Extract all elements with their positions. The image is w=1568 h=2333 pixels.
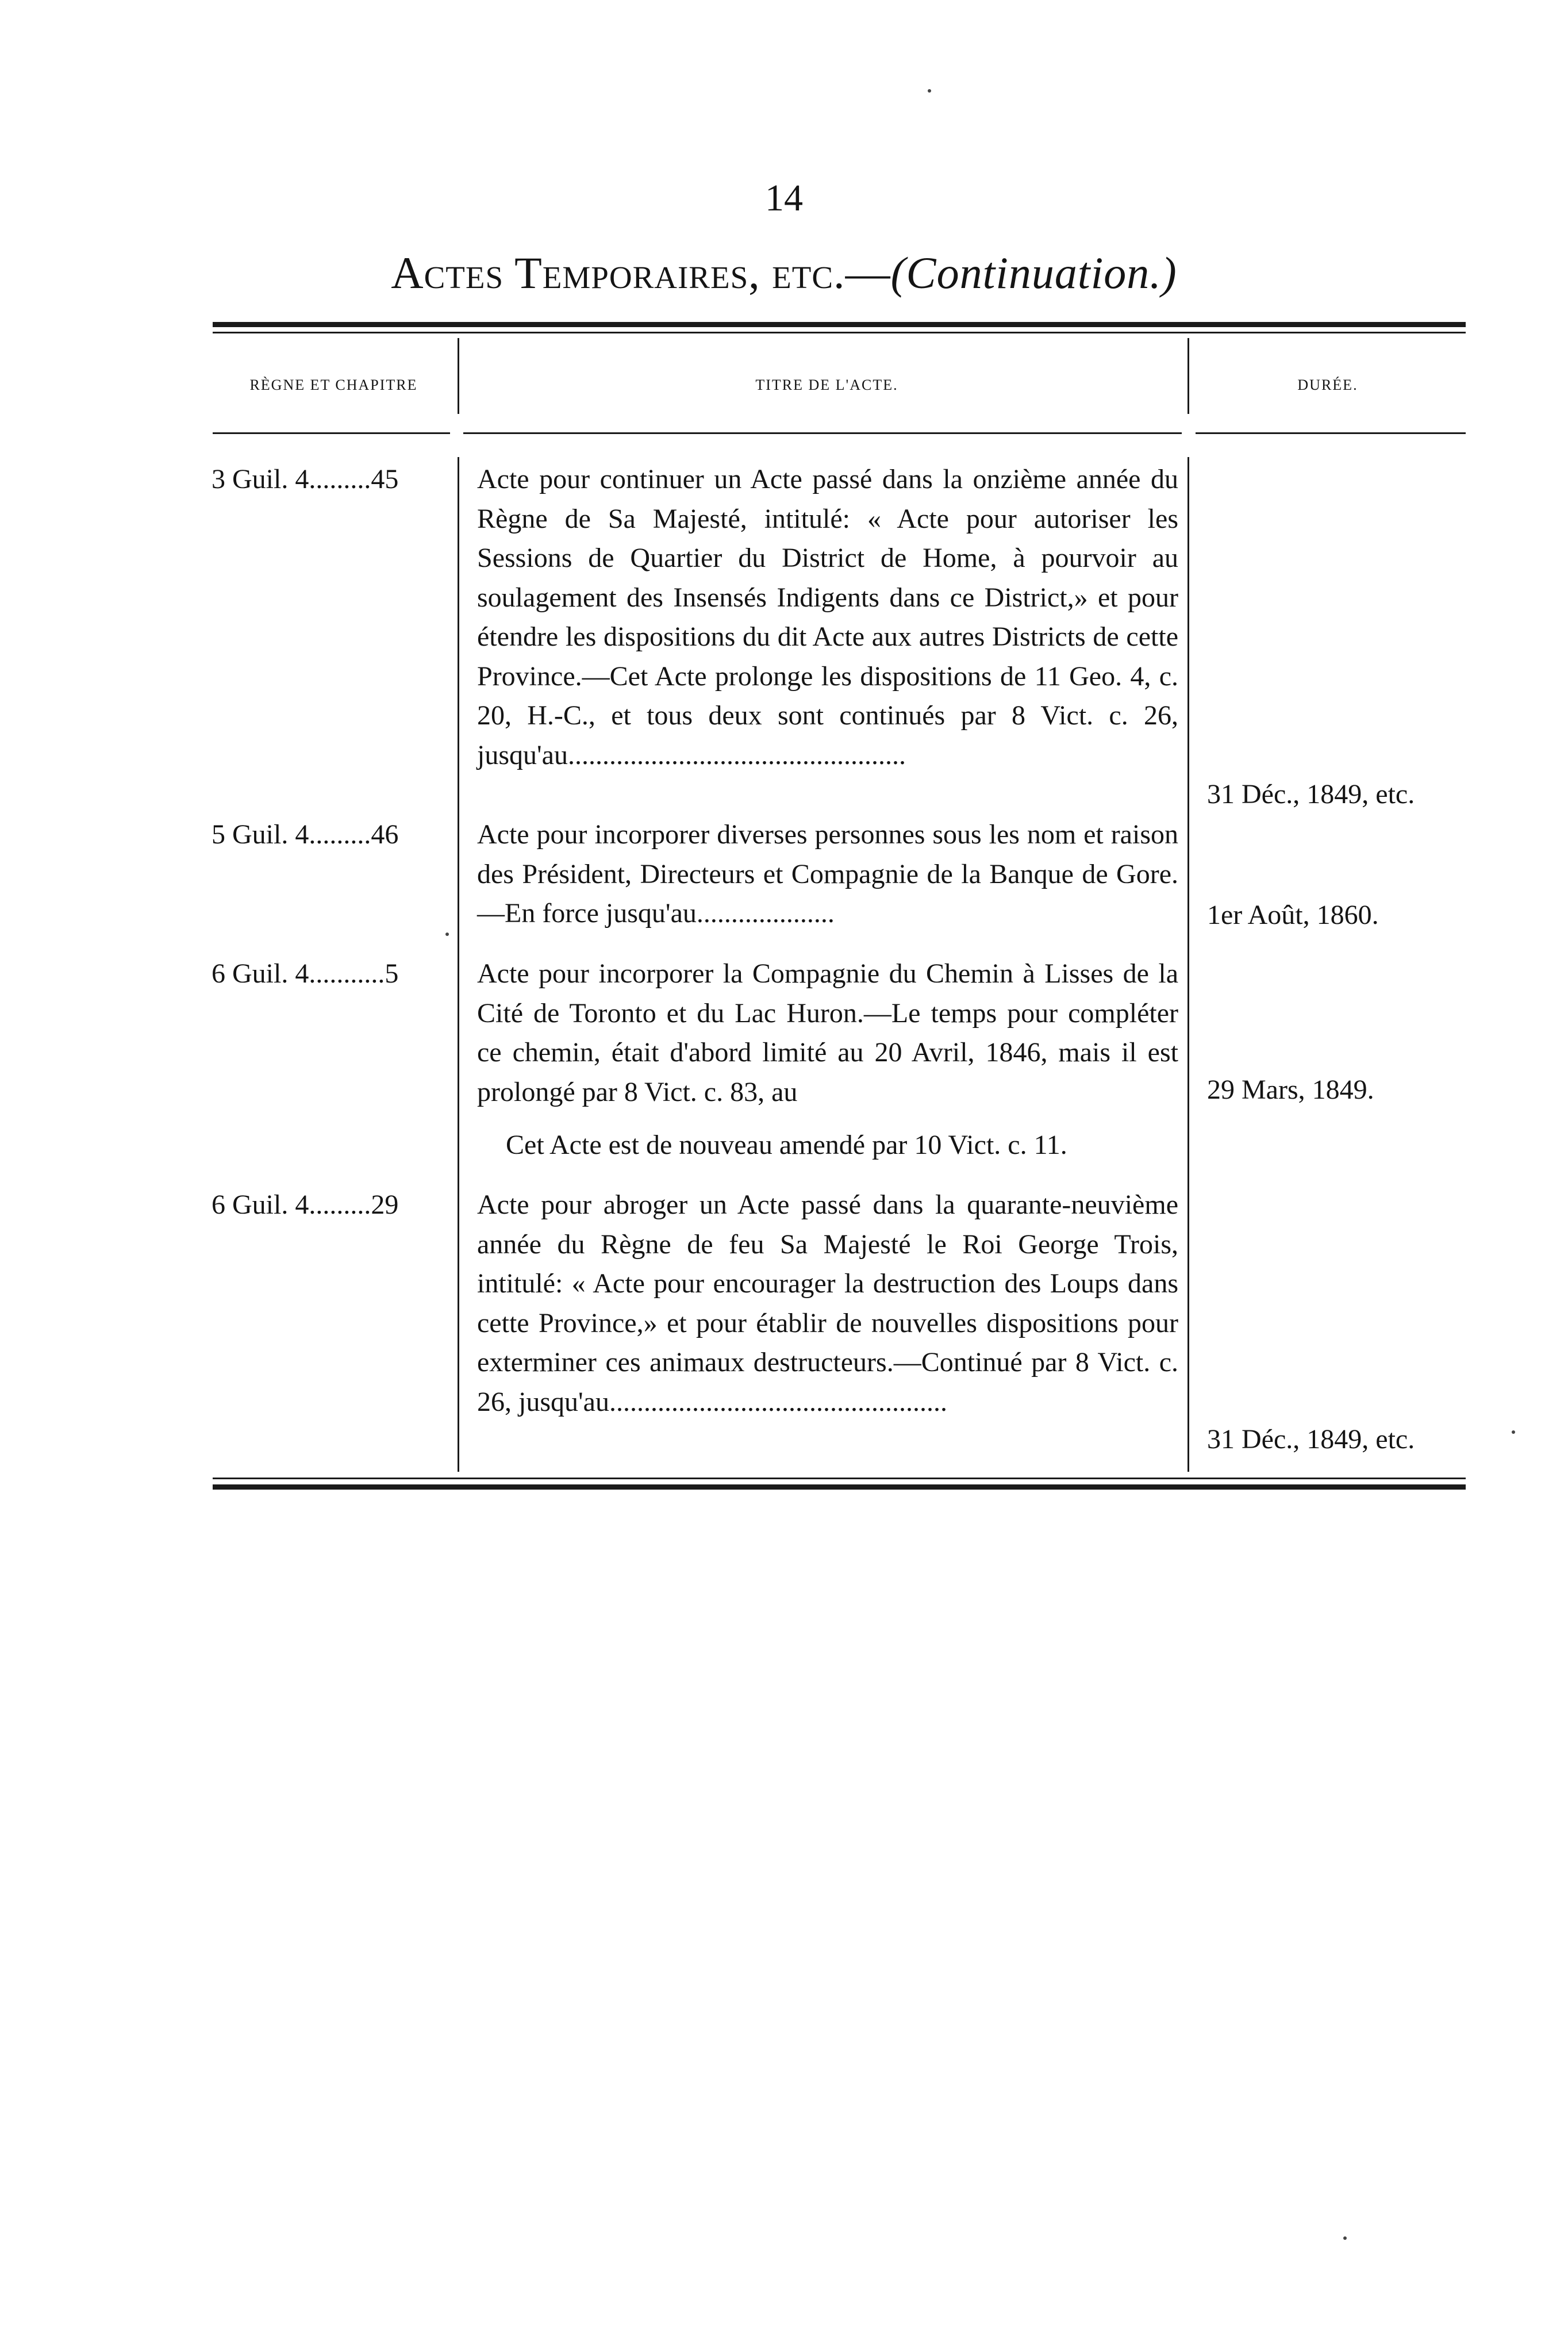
top-thin-rule <box>213 332 1466 333</box>
column-header-titre: TITRE DE L'ACTE. <box>755 377 898 393</box>
top-heavy-rule <box>213 322 1466 327</box>
header-divider-right <box>1187 338 1189 414</box>
row-2-titre: Acte pour incorporer diverses personnes sous les nom et raison des Président, Directeurs et Compagnie de la Banque de Gore.—En force jusqu'au.................... <box>477 819 1178 928</box>
row-2-duree: 1er Août, 1860. <box>1207 900 1379 930</box>
row-4-titre: Acte pour abroger un Acte passé dans la quarante-neuvième année du Règne de feu Sa Majesté le Roi George Trois, intitulé: « Acte pour encourager la destruction des Loups dans cette Province,» et pour établir de nouvelles dispositions pour exterminer ces animaux destructeurs.—Continué par 8 Vict. c. 26, jusqu'au................................................. <box>477 1189 1178 1417</box>
column-header-regne: RÈGNE ET CHAPITRE <box>249 377 418 393</box>
row-3-titre: Acte pour incorporer la Compagnie du Chemin à Lisses de la Cité de Toronto et du Lac Huron.—Le temps pour compléter ce chemin, était d'abord limité au 20 Avril, 1846, mais il est prolongé par 8 Vict. c. 83, au <box>477 958 1178 1107</box>
bottom-thin-rule <box>213 1478 1466 1479</box>
paper-speck <box>928 89 931 93</box>
row-2-regne: 5 Guil. 4.........46 <box>212 819 399 850</box>
header-divider-left <box>458 338 459 414</box>
paper-speck <box>1512 1430 1515 1434</box>
row-3-regne: 6 Guil. 4...........5 <box>212 958 399 989</box>
row-4-duree: 31 Déc., 1849, etc. <box>1207 1424 1415 1455</box>
page-title <box>0 244 1568 302</box>
paper-speck <box>445 933 449 936</box>
row-1-regne: 3 Guil. 4.........45 <box>212 464 399 494</box>
page-title-dash: — <box>845 248 891 298</box>
bottom-heavy-rule <box>213 1484 1466 1490</box>
column-header-duree: DURÉE. <box>1297 377 1358 393</box>
row-3-duree: 29 Mars, 1849. <box>1207 1075 1374 1105</box>
header-rule-regne <box>213 432 450 434</box>
row-3-note: Cet Acte est de nouveau amendé par 10 Vict. c. 11. <box>506 1130 1067 1160</box>
page-number: 14 <box>765 177 803 219</box>
header-rule-titre <box>463 432 1182 434</box>
body-divider-right <box>1187 457 1189 1472</box>
paper-speck <box>1343 2236 1347 2240</box>
row-1-titre: Acte pour continuer un Acte passé dans la onzième année du Règne de Sa Majesté, intitulé: « Acte pour autoriser les Sessions de Quartier du District de Home, à pourvoir au soulagement des Insensés Indigents dans ce District,» et pour étendre les dispositions du dit Acte aux autres Districts de cette Province.—Cet Acte prolonge les dispositions de 11 Geo. 4, c. 20, H.-C., et tous deux sont continués par 8 Vict. c. 26, jusqu'au................................................. <box>477 464 1178 770</box>
body-divider-left <box>458 457 459 1472</box>
row-1-duree: 31 Déc., 1849, etc. <box>1207 779 1415 809</box>
row-4-regne: 6 Guil. 4.........29 <box>212 1189 399 1220</box>
page-title-continuation: (Continuation.) <box>890 248 1177 298</box>
page-title-main: Actes Temporaires, etc. <box>391 248 846 298</box>
header-rule-duree <box>1196 432 1466 434</box>
